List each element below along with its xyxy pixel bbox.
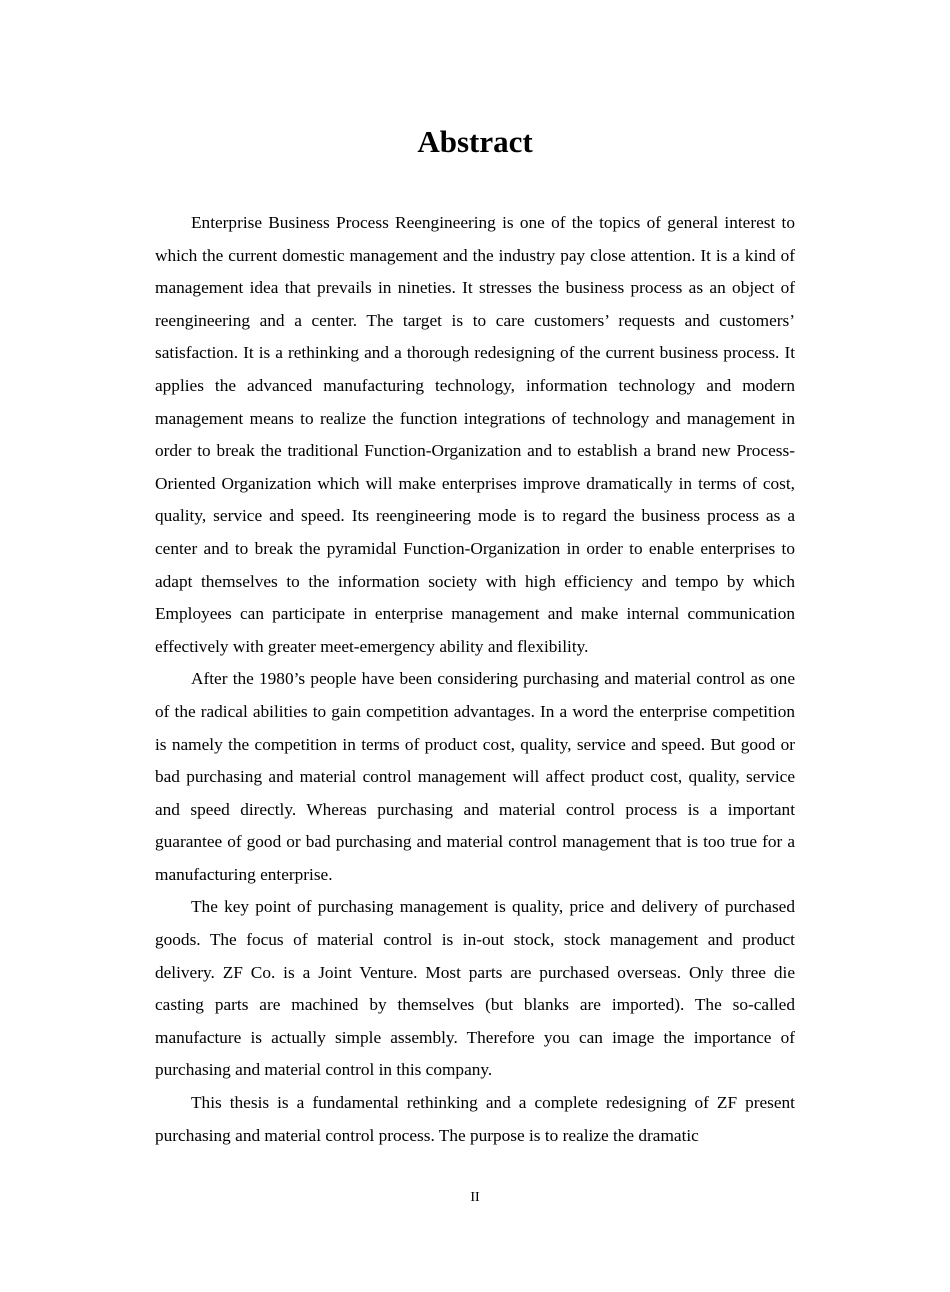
- abstract-paragraph-1: Enterprise Business Process Reengineering is one of the topics of general interest to which the current domestic management and the industry pay close attention. It is a kind of management idea that prevails in nineties. It stresses the business process as an object of reengineering and a center. The target is to care customers’ requests and customers’ satisfaction. It is a rethinking and a thorough redesigning of the current business process. It applies the advanced manufacturing technology, information technology and modern management means to realize the function integrations of technology and management in order to break the traditional Function-Organization and to establish a brand new Process-Oriented Organization which will make enterprises improve dramatically in terms of cost, quality, service and speed. Its reengineering mode is to regard the business process as a center and to break the pyramidal Function-Organization in order to enable enterprises to adapt themselves to the information society with high efficiency and tempo by which Employees can participate in enterprise management and make internal communication effectively with greater meet-emergency ability and flexibility.: [155, 213, 795, 656]
- abstract-title: Abstract: [417, 124, 533, 159]
- abstract-paragraph-2: After the 1980’s people have been considering purchasing and material control as one of the radical abilities to gain competition advantages. In a word the enterprise competition is namely the competition in terms of product cost, quality, service and speed. But good or bad purchasing and material control management will affect product cost, quality, service and speed directly. Whereas purchasing and material control process is a important guarantee of good or bad purchasing and material control management that is too true for a manufacturing enterprise.: [155, 669, 795, 884]
- page-number: II: [470, 1190, 480, 1205]
- abstract-body: [155, 207, 795, 1152]
- abstract-paragraph-3: The key point of purchasing management is quality, price and delivery of purchased goods. The focus of material control is in-out stock, stock management and product delivery. ZF Co. is a Joint Venture. Most parts are purchased overseas. Only three die casting parts are machined by themselves (but blanks are imported). The so-called manufacture is actually simple assembly. Therefore you can image the importance of purchasing and material control in this company.: [155, 897, 795, 1080]
- abstract-paragraph-4: This thesis is a fundamental rethinking and a complete redesigning of ZF present purchasing and material control process. The purpose is to realize the dramatic: [155, 1093, 795, 1145]
